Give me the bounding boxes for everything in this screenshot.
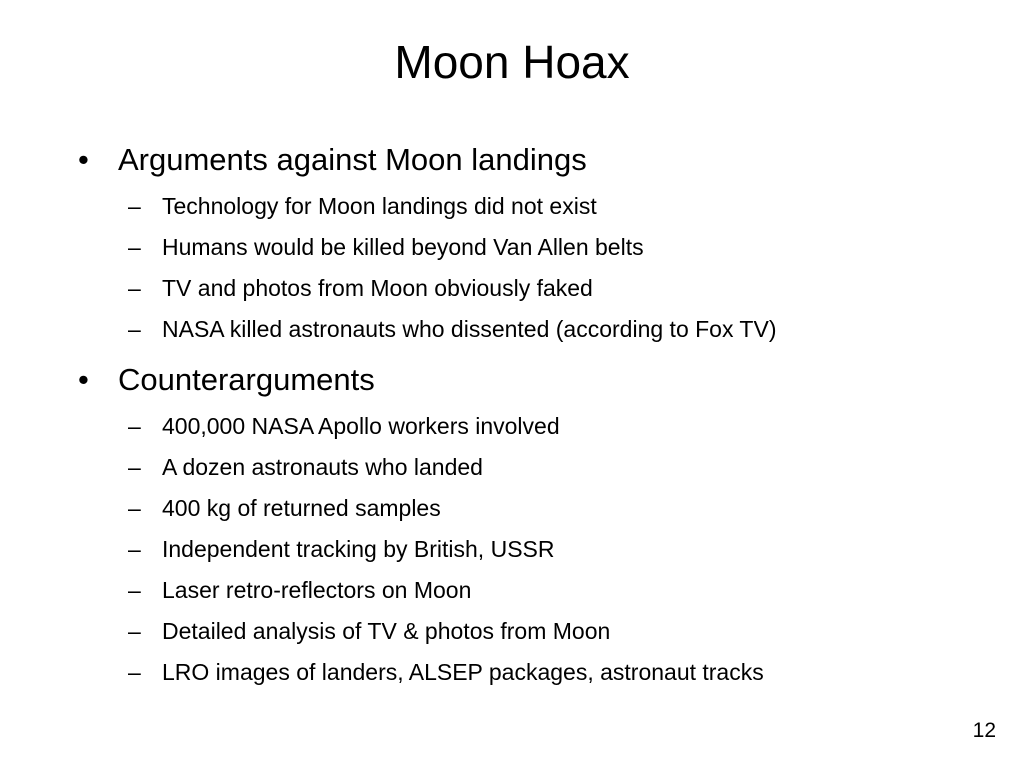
bullet-text: Counterarguments [118, 362, 375, 397]
dash-icon: – [128, 413, 141, 439]
sub-item-text: A dozen astronauts who landed [162, 454, 483, 480]
sub-item-text: 400 kg of returned samples [162, 495, 441, 521]
sub-item [78, 570, 978, 611]
dash-icon: – [128, 316, 141, 342]
sub-item-text: Technology for Moon landings did not exist [162, 193, 597, 219]
dash-icon: – [128, 193, 141, 219]
dash-icon: – [128, 454, 141, 480]
sub-item [78, 227, 978, 268]
sub-item-text: Humans would be killed beyond Van Allen belts [162, 234, 644, 260]
sub-item-text: TV and photos from Moon obviously faked [162, 275, 593, 301]
sub-list-counterarguments [78, 406, 978, 693]
sub-item-text: LRO images of landers, ALSEP packages, astronaut tracks [162, 659, 764, 685]
sub-item [78, 268, 978, 309]
sub-item [78, 447, 978, 488]
sub-item [78, 611, 978, 652]
dash-icon: – [128, 618, 141, 644]
dash-icon: – [128, 495, 141, 521]
sub-item [78, 186, 978, 227]
sub-item [78, 529, 978, 570]
dash-icon: – [128, 659, 141, 685]
page-number: 12 [972, 719, 996, 742]
bullet-arguments [78, 140, 978, 180]
dash-icon: – [128, 234, 141, 260]
sub-item [78, 309, 978, 350]
sub-item-text: Independent tracking by British, USSR [162, 536, 555, 562]
bullet-icon: • [78, 142, 89, 177]
bullet-text: Arguments against Moon landings [118, 142, 587, 177]
sub-item-text: NASA killed astronauts who dissented (according to Fox TV) [162, 316, 777, 342]
bullet-counterarguments [78, 360, 978, 400]
sub-item-text: Laser retro-reflectors on Moon [162, 577, 472, 603]
sub-item-text: Detailed analysis of TV & photos from Moon [162, 618, 611, 644]
bullet-icon: • [78, 362, 89, 397]
sub-item-text: 400,000 NASA Apollo workers involved [162, 413, 560, 439]
sub-item [78, 406, 978, 447]
sub-item [78, 652, 978, 693]
sub-list-arguments [78, 186, 978, 350]
slide-content [78, 136, 978, 703]
dash-icon: – [128, 275, 141, 301]
dash-icon: – [128, 577, 141, 603]
slide-title: Moon Hoax [394, 36, 630, 88]
dash-icon: – [128, 536, 141, 562]
sub-item [78, 488, 978, 529]
